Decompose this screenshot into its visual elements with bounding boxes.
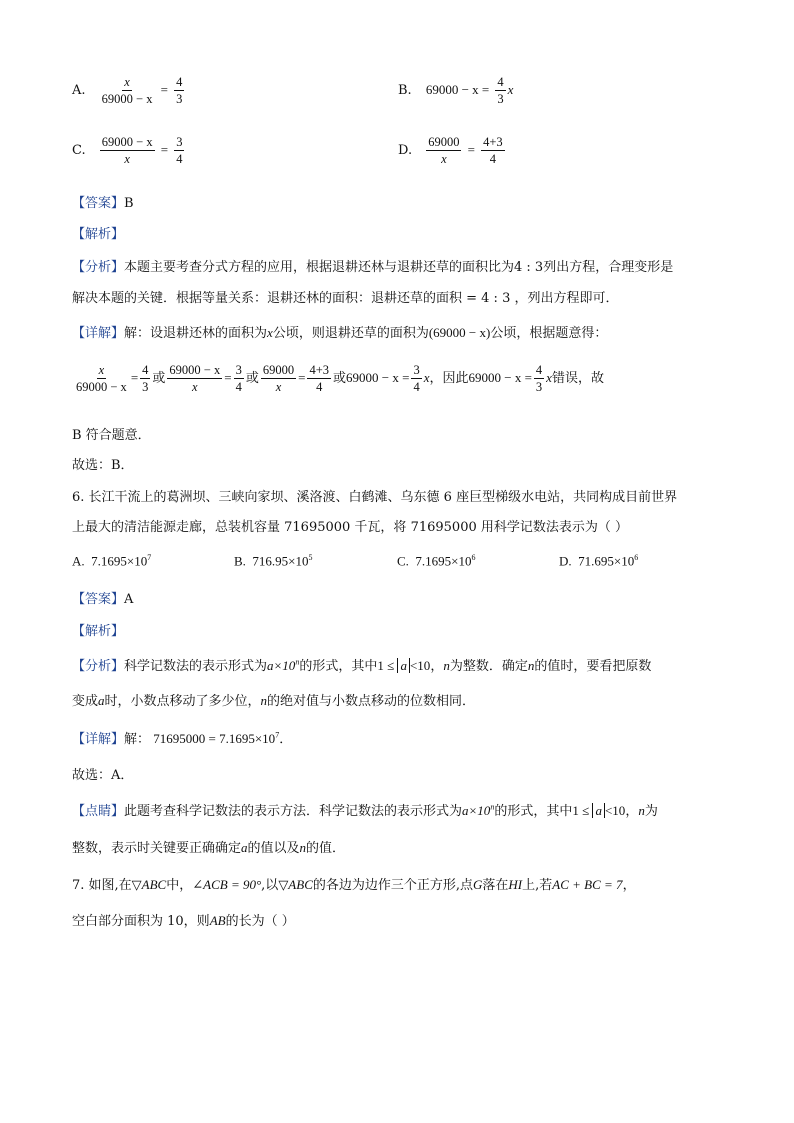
answer-value: B [124, 196, 134, 211]
frac-num: x [124, 75, 130, 89]
option-letter: B. [398, 83, 412, 98]
q7-stem-line2: 空白部分面积为 10，则AB的长为（ ） [72, 913, 295, 929]
q6-dianjing-line1: 【点睛】此题考查科学记数法的表示方法．科学记数法的表示形式为$a\times 10^n$的形式，其中1 ≤ a <10，n为 [72, 802, 658, 819]
q6-xiangjie: 【详解】解： $71695000 = 7.1695\times 10^7$． [72, 730, 293, 747]
q5-analysis-tag: 【解析】 [72, 227, 125, 242]
q5-fenxi-line1: 【分析】本题主要考查分式方程的应用，根据退耕还林与退耕还草的面积比为4 : 3列出方程，合理变形是 [72, 260, 674, 275]
q5-equations-line: $\frac{x}{69000 - x}$ = $\frac{4}{3}$ 或 $\frac{69000 - x}{x}$ = $\frac{3}{4}$ 或 $\frac{69000}{x}$ = $\frac{4+3}{4}$ 或69000 − x = $\frac{3}{4}$ x，因此69000 − x = $\frac{4}{3}$ x错误，故 [76, 363, 604, 394]
q6-option-a: A. $7.1695\times 10^7$ [72, 553, 152, 569]
q7-stem-line1: 7. 如图,在▽ABC中，∠ACB = 90°,以▽ABC的各边为边作三个正方形,点G落在HI上,若AC + BC = 7， [72, 877, 636, 893]
frac-den: 69000 − x [101, 92, 153, 106]
q6-analysis-tag: 【解析】 [72, 624, 125, 639]
option-letter: A. [72, 83, 86, 98]
q5-answer [72, 192, 134, 211]
q6-option-d: D. $71.695\times 10^6$ [559, 553, 639, 569]
q6-stem-line1: 6. 长江干流上的葛洲坝、三峡向家坝、溪洛渡、白鹤滩、乌东德 6 座巨型梯级水电站，共同构成目前世界 [72, 490, 678, 505]
q6-dianjing-line2: 整数，表示时关键要正确确定a的值以及n的值． [72, 840, 346, 856]
q6-guxuan: 故选：A． [72, 768, 134, 783]
q6-fenxi-line1: 【分析】科学记数法的表示形式为$a\times 10^n$的形式，其中1 ≤ a <10，n为整数．确定n的值时，要看把原数 [72, 657, 652, 674]
q6-option-b: B. $716.95\times 10^5$ [234, 553, 313, 569]
q5-line-b: B 符合题意． [72, 428, 151, 443]
q5-option-b: B. 69000 − x = $\frac{4}{3}$ x [398, 75, 514, 106]
q6-stem-line2: 上最大的清洁能源走廊，总装机容量 71695000 千瓦，将 71695000 用科学记数法表示为（ ） [72, 520, 628, 535]
q5-xiangjie-line1: 【详解】解：设退耕还林的面积为x公顷，则退耕还草的面积为(69000 − x)公顷，根据题意得： [72, 325, 608, 341]
answer-tag: 【答案】 [72, 196, 125, 211]
q5-option-d: D. $\frac{69000}{x}$ = $\frac{4+3}{4}$ [398, 135, 503, 166]
option-letter: C. [72, 143, 86, 158]
option-letter: D. [398, 143, 413, 158]
q6-fenxi-line2: 变成a时，小数点移动了多少位，n的绝对值与小数点移动的位数相同． [72, 693, 476, 709]
q6-option-c: C. $7.1695\times 10^6$ [397, 553, 476, 569]
q5-fenxi-line2: 解决本题的关键．根据等量关系：退耕还林的面积：退耕还草的面积 = 4 : 3 ，列出方程即可． [72, 291, 619, 306]
q5-option-a: A. $\frac{x}{69000 - x}$ = $\frac{4}{3}$ [72, 75, 183, 106]
q5-option-c: C. $\frac{69000 - x}{x}$ = $\frac{3}{4}$ [72, 135, 183, 166]
q5-guxuan: 故选：B． [72, 458, 134, 473]
q6-answer: 【答案】A [72, 592, 134, 607]
